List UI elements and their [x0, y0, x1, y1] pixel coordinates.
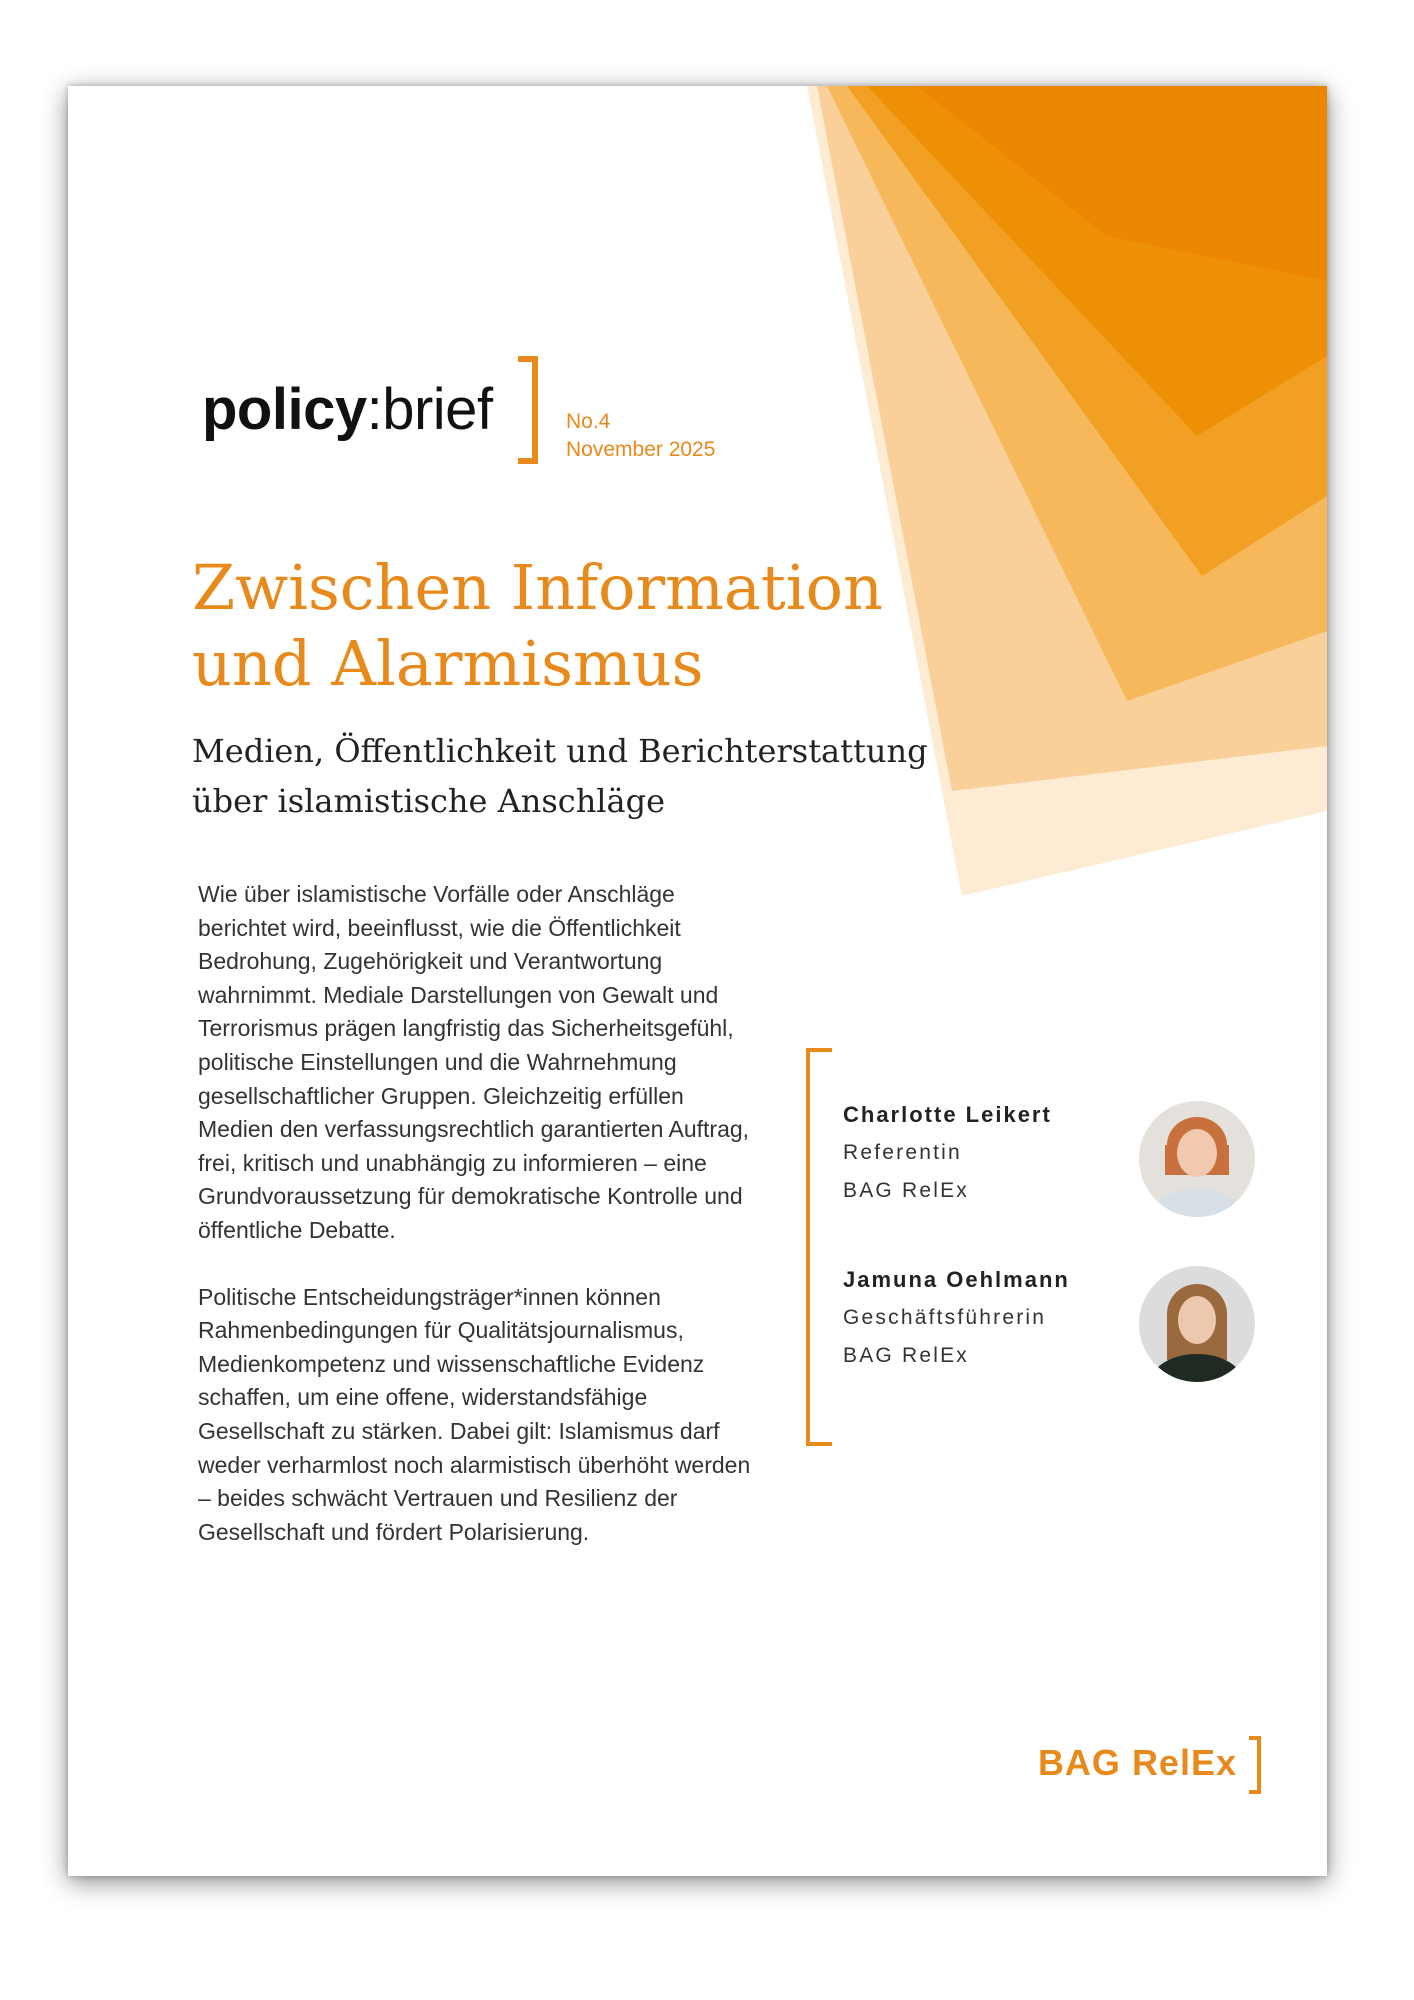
author-2	[843, 1261, 1070, 1375]
author-name: Jamuna Oehlmann	[843, 1267, 1070, 1292]
authors-bracket	[806, 1048, 832, 1446]
title-line-1: Zwischen Information	[192, 551, 883, 624]
author-role: Geschäftsführerin	[843, 1306, 1047, 1329]
author-role: Referentin	[843, 1141, 962, 1164]
subtitle-line-1: Medien, Öffentlichkeit und Berichterstattung	[192, 732, 928, 770]
footer-logo: BAG RelEx	[1037, 1742, 1237, 1783]
author-org: BAG RelEx	[843, 1179, 969, 1202]
issue-number: No.4	[566, 410, 611, 433]
issue-info	[566, 408, 715, 464]
document-title	[192, 550, 952, 702]
author-1-avatar	[1139, 1101, 1255, 1217]
summary-text	[198, 878, 758, 1582]
policy-brief-logo	[202, 376, 493, 443]
author-1	[843, 1096, 1052, 1210]
author-org: BAG RelEx	[843, 1344, 969, 1367]
footer-bracket	[1249, 1736, 1261, 1794]
summary-paragraph-2: Politische Entscheidungsträger*innen können Rahmenbedingungen für Qualitätsjournalismus, Medienkompetenz und wissenschaftliche Evidenz schaffen, um eine offene, widerstandsfähige Gesellschaft zu stärken. Dabei gilt: Islamismus darf weder verharmlost noch alarmistisch überhöht werden – beides schwächt Vertrauen und Resilienz der Gesellschaft und fördert Polarisierung.	[198, 1283, 751, 1545]
brand-light-text: :brief	[366, 377, 493, 442]
subtitle-line-2: über islamistische Anschläge	[192, 782, 666, 820]
author-name: Charlotte Leikert	[843, 1102, 1052, 1127]
issue-date: November 2025	[566, 438, 716, 461]
brand-bold-text: policy	[202, 377, 367, 442]
summary-paragraph-1: Wie über islamistische Vorfälle oder Anschläge berichtet wird, beeinflusst, wie die Öffentlichkeit Bedrohung, Zugehörigkeit und Verantwortung wahrnimmt. Mediale Darstellungen von Gewalt und Terrorismus prägen langfristig das Sicherheitsgefühl, politische Einstellungen und die Wahrnehmung gesellschaftlicher Gruppen. Gleichzeitig erfüllen Medien den verfassungsrechtlich garantierten Auftrag, frei, kritisch und unabhängig zu informieren – eine Grundvoraussetzung für demokratische Kontrolle und öffentliche Debatte.	[198, 881, 750, 1243]
title-line-2: und Alarmismus	[192, 627, 704, 700]
author-2-avatar	[1139, 1266, 1255, 1382]
brand-bracket	[518, 356, 538, 464]
policy-brief-cover	[68, 86, 1327, 1876]
document-subtitle	[192, 726, 1012, 826]
